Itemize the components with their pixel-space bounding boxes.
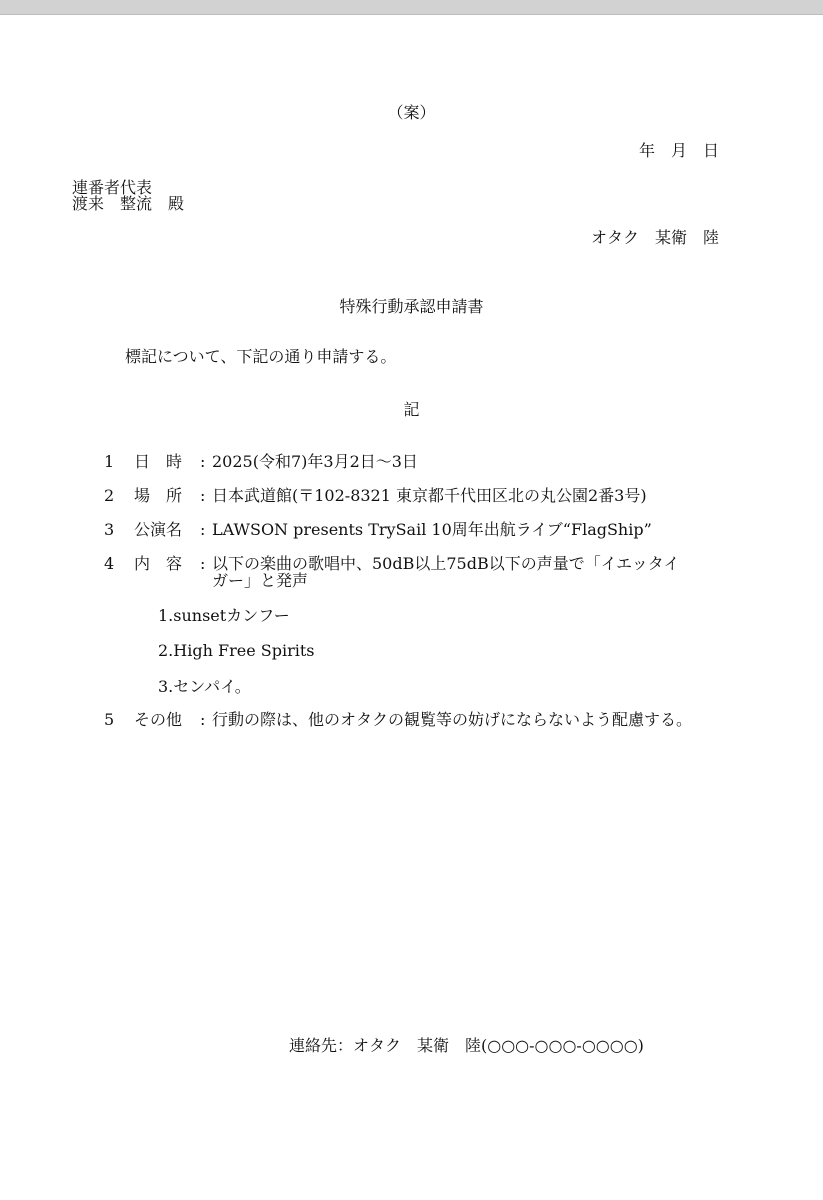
song-item: 2.High Free Spirits (158, 641, 315, 660)
recipient-name: 渡来 整流 殿 (72, 194, 185, 213)
contact-line: 連絡先：オタク 某衛 陸(○○○-○○○-○○○○) (289, 1036, 644, 1055)
item-performance: 3 公演名 : LAWSON presents TrySail 10周年出航ライブ“FlagShip” (104, 520, 652, 539)
item-number: 2 (104, 486, 115, 505)
ki-heading: 記 (403, 400, 420, 419)
intro-text: 標記について、下記の通り申請する。 (125, 347, 397, 366)
song-item: 1.sunsetカンフー (158, 606, 290, 625)
item-label: 日 時 (134, 452, 183, 471)
sender-name: オタク 某衛 陸 (590, 228, 719, 247)
item-value: 以下の楽曲の歌唱中、50dB以上75dB以下の声量で「イエッタイ (212, 554, 680, 573)
date-line: 年 月 日 (638, 141, 719, 160)
item-value: 行動の際は、他のオタクの観覧等の妨げにならないよう配慮する。 (212, 710, 693, 729)
recipient-title: 連番者代表 (72, 178, 153, 197)
item-value: 日本武道館(〒102-8321 東京都千代田区北の丸公園2番3号) (212, 486, 647, 505)
item-place: 2 場 所 : 日本武道館(〒102-8321 東京都千代田区北の丸公園2番3号) (104, 486, 647, 505)
item-content: 4 内 容 : 以下の楽曲の歌唱中、50dB以上75dB以下の声量で「イエッタイ (104, 554, 680, 573)
document-title: 特殊行動承認申請書 (339, 297, 484, 316)
item-number: 5 (104, 710, 115, 729)
item-content-continuation: ガー」と発声 (212, 571, 309, 590)
item-value: LAWSON presents TrySail 10周年出航ライブ“FlagShip” (212, 520, 652, 539)
item-label: 公演名 (134, 520, 183, 539)
item-label: 内 容 (134, 554, 183, 573)
item-label: その他 (134, 710, 183, 729)
song-item: 3.センパイ。 (158, 677, 251, 696)
item-number: 3 (104, 520, 115, 539)
item-other: 5 その他 : 行動の際は、他のオタクの観覧等の妨げにならないよう配慮する。 (104, 710, 693, 729)
window-top-bar (0, 0, 823, 15)
item-date: 1 日 時 : 2025(令和7)年3月2日〜3日 (104, 452, 418, 471)
item-value: 2025(令和7)年3月2日〜3日 (212, 452, 418, 471)
item-label: 場 所 (134, 486, 183, 505)
item-number: 1 (104, 452, 115, 471)
draft-mark: （案） (387, 103, 436, 122)
item-number: 4 (104, 554, 115, 573)
